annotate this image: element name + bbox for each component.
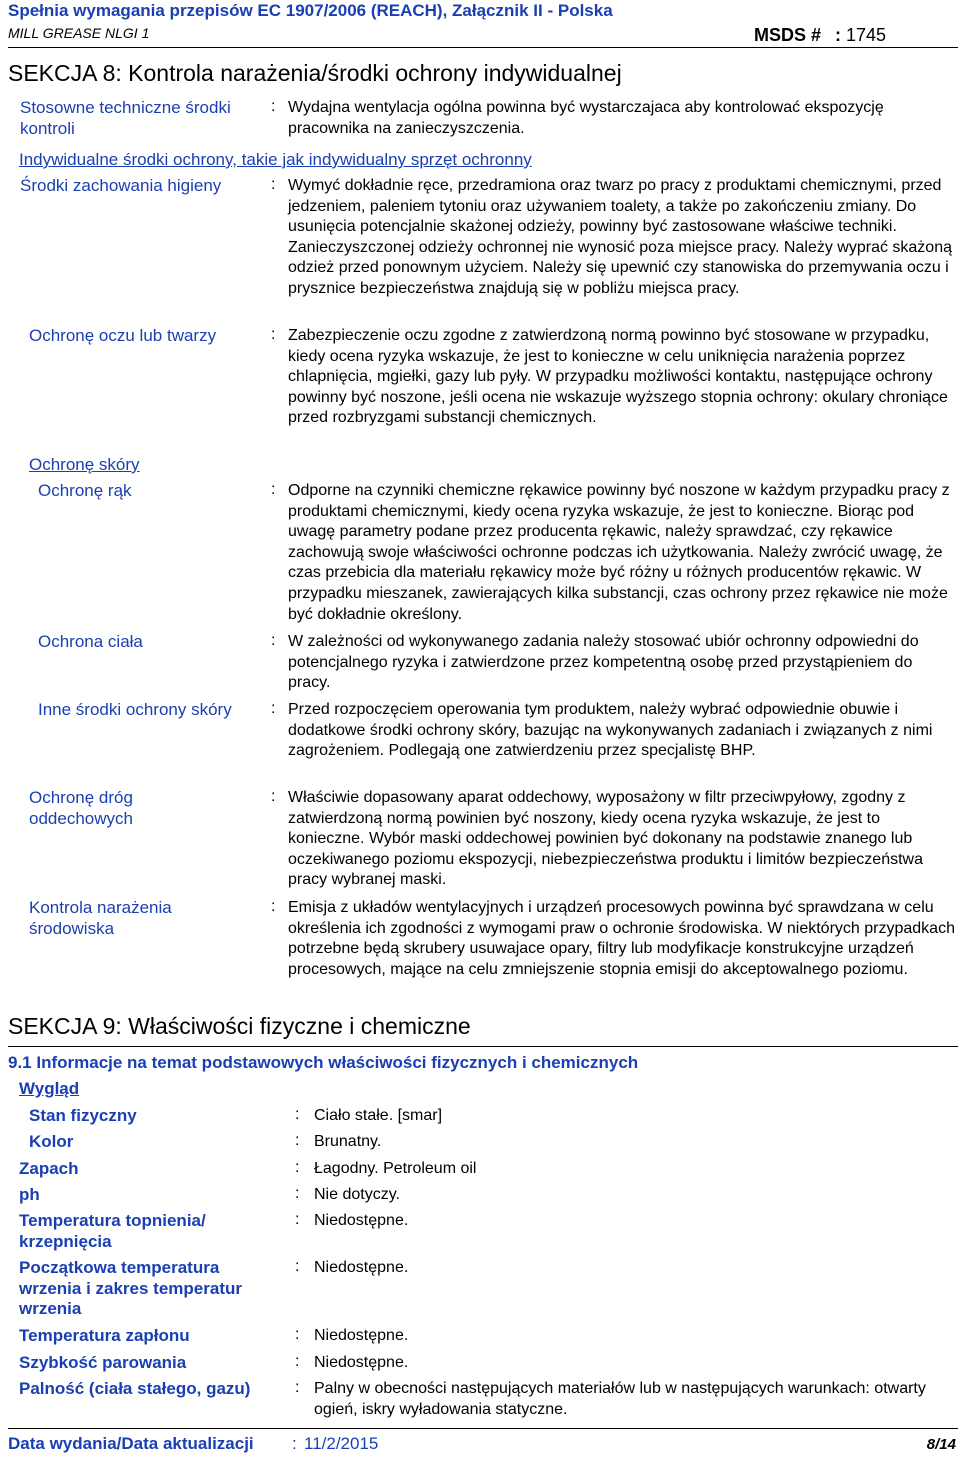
msds-label: MSDS # (754, 25, 822, 45)
prop-value: Niedostępne. (314, 1354, 409, 1371)
page-number: 8/14 (926, 1436, 956, 1453)
environment-label: Kontrola narażenia środowiska (29, 898, 172, 938)
regulation-header: Spełnia wymagania przepisów EC 1907/2006 (REACH), Załącznik II - Polska (8, 1, 613, 20)
prop-value: Ciało stałe. [smar] (314, 1107, 443, 1124)
prop-value: Palny w obecności następujących materiałów lub w następujących warunkach: otwarty ogień, iskry wyładowania statyczne. (314, 1380, 926, 1418)
body-protection-label: Ochrona ciała (38, 632, 143, 651)
section8-title: SEKCJA 8: Kontrola narażenia/środki ochrony indywidualnej (8, 60, 622, 86)
footer-divider (8, 1428, 958, 1429)
footer-date-value: 11/2/2015 (304, 1434, 379, 1453)
product-name: MILL GREASE NLGI 1 (8, 25, 150, 41)
prop-label: ph (19, 1185, 40, 1204)
section9-title: SEKCJA 9: Właściwości fizyczne i chemiczne (8, 1013, 471, 1039)
prop-value: Brunatny. (314, 1133, 382, 1150)
body-protection-text: W zależności od wykonywanego zadania należy stosować ubiór ochronny odpowiedni do potencjalnego ryzyka i zatwierdzone przez kompetentną osobę przed przystąpieniem do pracy. (288, 633, 919, 692)
prop-label: Temperatura zapłonu (19, 1326, 190, 1345)
eye-text: Zabezpieczenie oczu zgodne z zatwierdzoną normą powinno być stosowane w przypadku, kiedy ocena ryzyka wskazuje, że jest to konieczne w celu uniknięcia narażenia poprzez chlapnięcia, mgiełki, gazy lub pyły. W przypadku możliwości kontaktu, następujące ochrony powinny być noszone, jeśli ocena nie wskazuje wyższego stopnia ochrony: okulary chroniące przed rozbryzgami substancji chemicznych. (288, 327, 948, 427)
prop-value: Niedostępne. (314, 1259, 409, 1276)
respiratory-label: Ochronę dróg oddechowych (29, 788, 133, 828)
prop-label: Temperatura topnienia/ krzepnięcia (19, 1211, 206, 1251)
hygiene-text: Wymyć dokładnie ręce, przedramiona oraz twarz po pracy z produktami chemicznymi, przed jedzeniem, paleniem tytoniu oraz używaniem toalety, a także po zakończeniu zmiany. Do usunięcia potencjalnie skażonej odzieży, powinny być zastosowane właściwe techniki. Zanieczyszczonej odzieży ochronnej nie wynosić poza miejsce pracy. Należy wyprać skażoną odzież przed ponownym użyciem. Należy się upewnić czy stanowiska do przemywania oczu i prysznice bezpieczeństwa znajdują się w pobliżu miejsca pracy. (288, 177, 952, 297)
section9-subheading: 9.1 Informacje na temat podstawowych właściwości fizycznych i chemicznych (8, 1053, 639, 1072)
eng-controls-label: Stosowne techniczne środki kontroli (20, 98, 231, 138)
ppe-heading: Indywidualne środki ochrony, takie jak indywidualny sprzęt ochronny (19, 150, 532, 169)
other-skin-label: Inne środki ochrony skóry (38, 700, 232, 719)
prop-value: Niedostępne. (314, 1327, 409, 1344)
appearance-heading: Wygląd (19, 1079, 80, 1098)
prop-label: Szybkość parowania (19, 1353, 187, 1372)
prop-value: Łagodny. Petroleum oil (314, 1160, 477, 1177)
footer-date-label: Data wydania/Data aktualizacji (8, 1434, 254, 1453)
other-skin-text: Przed rozpoczęciem operowania tym produktem, należy wybrać odpowiednie obuwie i dodatkowe środki ochrony skóry, bazując na wykonywanych zadaniach i związanych z nimi zagrożeniem. Podlegają one zatwierdzeniu przez specjalistę BHP. (288, 701, 933, 760)
prop-value: Niedostępne. (314, 1212, 409, 1229)
hygiene-label: Środki zachowania higieny (20, 176, 222, 195)
prop-label: Stan fizyczny (29, 1106, 137, 1125)
environment-text: Emisja z układów wentylacyjnych i urządzeń procesowych powinna być sprawdzana w celu określenia ich zgodności z wymogami praw o ochronie środowiska. W niektórych przypadkach potrzebne będą skrubery usuwajace opary, filtry lub modyfikacje konstrukcyjne urządzeń procesowych, mające na celu zmniejszenie stopnia emisji do akceptowalnego poziomu. (288, 899, 955, 978)
skin-heading: Ochronę skóry (29, 455, 140, 474)
prop-value: Nie dotyczy. (314, 1186, 400, 1203)
prop-label: Zapach (19, 1159, 79, 1178)
msds-number: 1745 (846, 25, 887, 45)
eng-controls-text: Wydajna wentylacja ogólna powinna być wystarczajaca aby kontrolować ekspozycję pracownika na zanieczyszczenia. (288, 99, 884, 137)
prop-label: Początkowa temperatura wrzenia i zakres temperatur wrzenia (19, 1258, 242, 1319)
hand-text: Odporne na czynniki chemiczne rękawice powinny być noszone w każdym przypadku pracy z produktami chemicznymi, kiedy ocena ryzyka wskazuje, że jest to konieczne. Biorąc pod uwagę parametry podane przez producenta rękawic, należy sprawdzać, czy rękawice zachowują swoje właściwości ochronne podczas ich użytkowania. Należy zwrócić uwagę, że czas przebicia dla materiału rękawicy może być różny u różnych producentów rękawic. W przypadku mieszanek, zawierających kilka substancji, czas ochrony przez rękawice nie może być dokładnie określony. (288, 482, 950, 623)
prop-label: Kolor (29, 1132, 74, 1151)
prop-label: Palność (ciała stałego, gazu) (19, 1379, 251, 1398)
hand-label: Ochronę rąk (38, 481, 132, 500)
header-divider (8, 47, 958, 48)
eye-label: Ochronę oczu lub twarzy (29, 326, 217, 345)
section9-divider (8, 1046, 958, 1047)
respiratory-text: Właściwie dopasowany aparat oddechowy, wyposażony w filtr przeciwpyłowy, zgodny z zatwierdzoną normą powinien być noszony, kiedy ocena ryzyka wskazuje, że jest to konieczne. Wybór maski oddechowej powinien być dokonany na podstawie znanego lub oczekiwanego poziomu ekspozycji, niebezpieczeństwa produktu i limitów bezpieczeństwa pracy wybranej maski. (288, 789, 923, 889)
